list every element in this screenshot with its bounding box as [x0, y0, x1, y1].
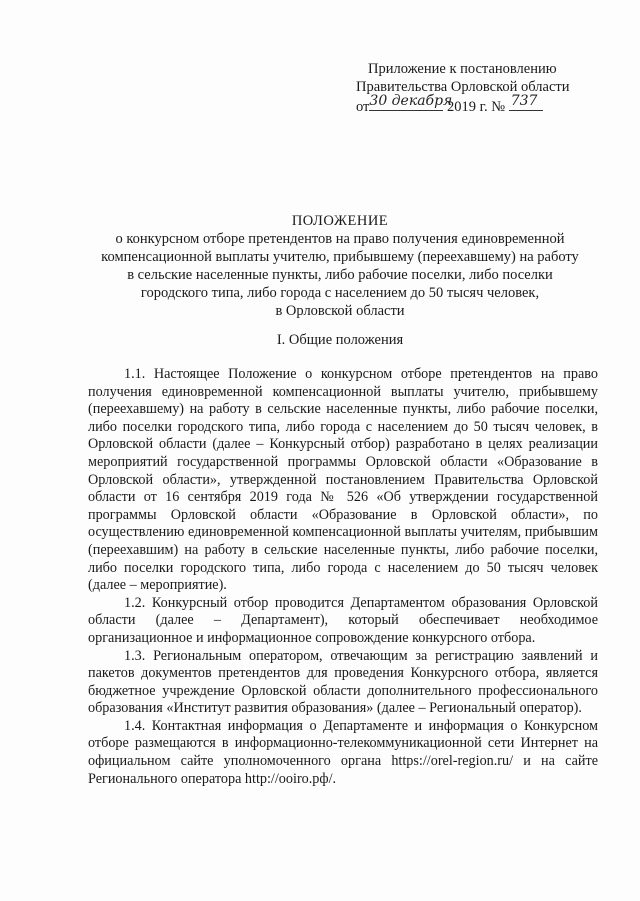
- date-blank: [369, 93, 453, 111]
- number-blank: [509, 93, 543, 111]
- document-header: [356, 60, 606, 116]
- title-line: о конкурсном отборе претендентов на право получения единовременной: [115, 231, 565, 247]
- title-line: городского типа, либо города с населением до 50 тысяч человек,: [140, 285, 540, 301]
- header-line-date-number: [356, 93, 606, 116]
- handwritten-date: 30 декабря: [369, 93, 453, 109]
- paragraph-1-4: 1.4. Контактная информация о Департаменте и информация о Конкурсном отборе размещаются в информационно-телекоммуникационной сети Интернет на официальном сайте уполномоченного органа https://orel-region.ru/ и на сайте Регионального оператора http://ooiro.рф/.: [88, 717, 598, 787]
- section-heading: I. Общие положения: [276, 332, 404, 348]
- title-heading: ПОЛОЖЕНИЕ: [291, 213, 389, 229]
- document-body: [88, 366, 598, 788]
- paragraph-1-3: 1.3. Региональным оператором, отвечающим за регистрацию заявлений и пакетов документов претендентов для проведения Конкурсного отбора, является бюджетное учреждение Орловской области дополнительного профессионального образования «Институт развития образования» (далее – Региональный оператор).: [88, 647, 598, 717]
- handwritten-number: 737: [510, 93, 538, 109]
- paragraph-1-1: 1.1. Настоящее Положение о конкурсном отборе претендентов на право получения единовременной компенсационной выплаты учителю, прибывшему (переехавшему) на работу в сельские населенные пункты, либо рабочие поселки, либо поселки городского типа, либо города с населением до 50 тысяч человек, в Орловской области (далее – Конкурсный отбор) разработано в целях реализации мероприятий государственной программы Орловской области «Образование в Орловской области», утвержденной постановлением Правительства Орловской области от 16 сентября 2019 года № 526 «Об утверждении государственной программы Орловской области «Образование в Орловской области», по осуществлению единовременной компенсационной выплаты учителям, прибывшим (переехавшим) на работу в сельские населенные пункты, либо рабочие поселки, либо поселки городского типа, либо города с населением до 50 тысяч человек (далее – мероприятие).: [88, 366, 598, 594]
- header-line-government: Правительства Орловской области: [356, 79, 570, 95]
- paragraph-1-2: 1.2. Конкурсный отбор проводится Департаментом образования Орловской области (далее – Департамент), который обеспечивает необходимое организационное и информационное сопровождение конкурсного отбора.: [88, 594, 598, 646]
- header-from-label: от: [356, 99, 370, 115]
- header-line-appendix: Приложение к постановлению: [368, 61, 557, 77]
- title-line: в сельские населенные пункты, либо рабочие поселки, либо поселки: [127, 267, 553, 283]
- document-title: [70, 212, 610, 320]
- header-year-number-label: 2019 г. №: [447, 99, 506, 115]
- title-line: компенсационной выплаты учителю, прибывшему (переехавшему) на работу: [101, 249, 579, 265]
- title-line: в Орловской области: [275, 303, 405, 319]
